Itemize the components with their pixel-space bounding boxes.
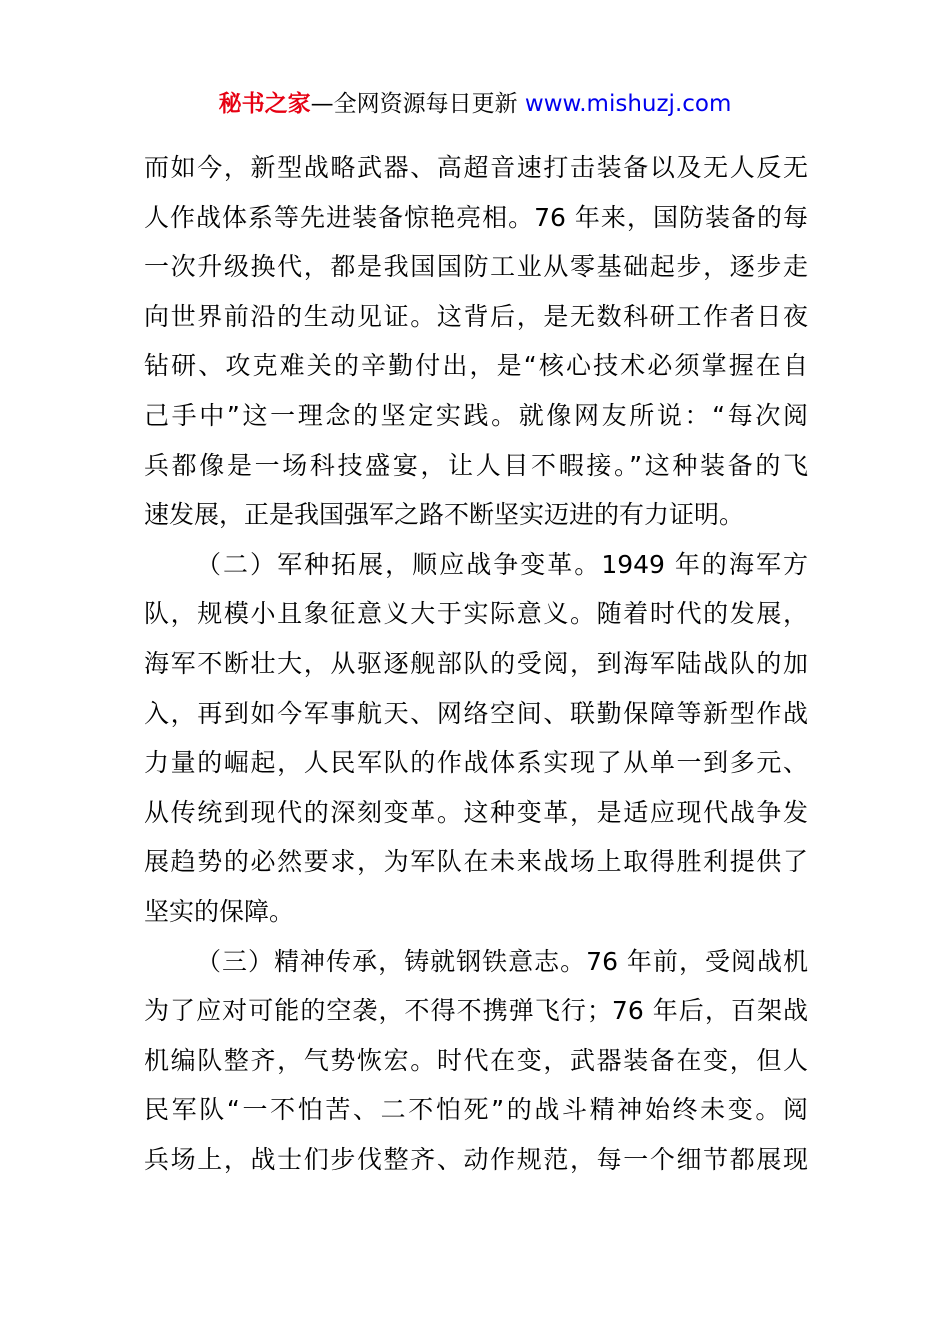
text-line: 从传统到现代的深刻变革。这种变革，是适应现代战争发	[144, 797, 808, 827]
site-brand: 秘书之家	[218, 91, 311, 117]
text-line: 展趋势的必然要求，为军队在未来战场上取得胜利提供了	[144, 847, 808, 877]
text-line: 钻研、攻克难关的辛勤付出，是“核心技术必须掌握在自	[144, 351, 808, 381]
text-line: 入，再到如今军事航天、网络空间、联勤保障等新型作战	[144, 698, 808, 728]
text-line: 而如今，新型战略武器、高超音速打击装备以及无人反无	[144, 153, 808, 182]
text-line: 力量的崛起，人民军队的作战体系实现了从单一到多元、	[144, 748, 808, 778]
text-line: 速发展，正是我国强军之路不断坚实迈进的有力证明。	[144, 500, 745, 530]
text-line: 一次升级换代，都是我国国防工业从零基础起步，逐步走	[144, 252, 808, 282]
text-line: 向世界前沿的生动见证。这背后，是无数科研工作者日夜	[144, 301, 808, 331]
text-line: 坚实的保障。	[144, 896, 295, 926]
text-line: 为了应对可能的空袭，不得不携弹飞行；76 年后，百架战	[144, 996, 808, 1026]
text-line: 海军不断壮大，从驱逐舰部队的受阅，到海军陆战队的加	[144, 648, 808, 678]
text-line: 人作战体系等先进装备惊艳亮相。76 年来，国防装备的每	[144, 202, 808, 232]
section-heading-line: （三）精神传承，铸就钢铁意志。76 年前，受阅战机	[196, 946, 808, 976]
text-line: 机编队整齐，气势恢宏。时代在变，武器装备在变，但人	[144, 1045, 808, 1075]
section-heading-line: （二）军种拓展，顺应战争变革。1949 年的海军方	[196, 549, 808, 579]
text-line: 队，规模小且象征意义大于实际意义。随着时代的发展，	[144, 599, 808, 629]
site-header	[0, 86, 950, 122]
text-line: 兵都像是一场科技盛宴，让人目不暇接。”这种装备的飞	[144, 450, 808, 480]
text-line: 民军队“一不怕苦、二不怕死”的战斗精神始终未变。阅	[144, 1095, 808, 1125]
text-line: 兵场上，战士们步伐整齐、动作规范，每一个细节都展现	[144, 1144, 808, 1174]
document-body	[144, 143, 808, 1184]
site-url-link[interactable]: www.mishuzj.com	[524, 91, 732, 117]
site-tagline: —全网资源每日更新	[310, 91, 525, 117]
text-line: 己手中”这一理念的坚定实践。就像网友所说：“每次阅	[144, 400, 808, 430]
